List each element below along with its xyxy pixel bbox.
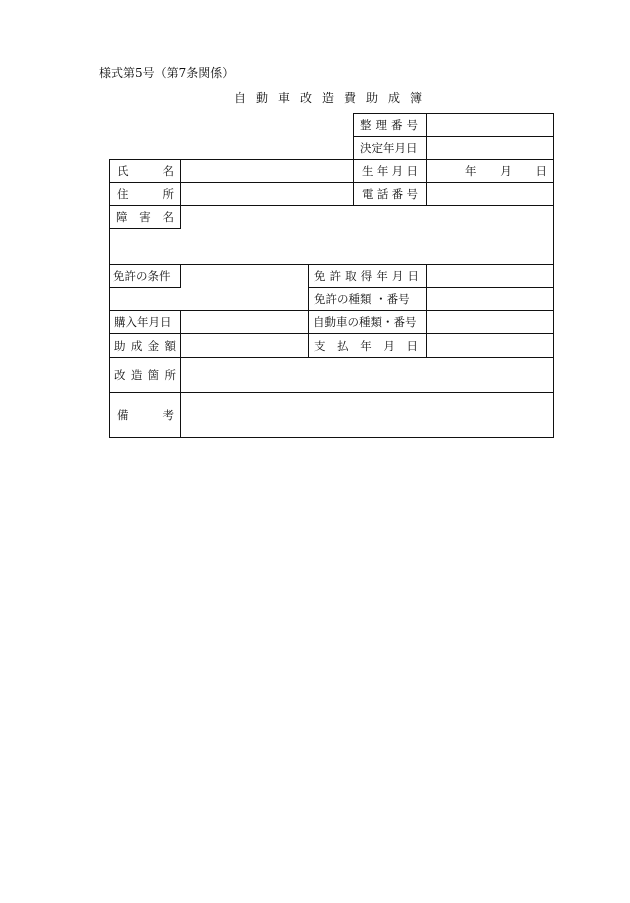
label-char: 日 bbox=[407, 269, 419, 283]
label-jusho bbox=[117, 183, 174, 205]
birth-date-fields bbox=[465, 160, 547, 182]
label-char: 氏 bbox=[117, 164, 129, 178]
label-text: 決定年月日 bbox=[360, 141, 418, 155]
label-kettei-nengappi bbox=[360, 137, 422, 159]
label-menkyo-shurui bbox=[314, 288, 422, 310]
label-char: 考 bbox=[162, 408, 174, 422]
table-line bbox=[353, 113, 354, 206]
label-char: 月 bbox=[391, 164, 404, 178]
form-number: 様式第5号（第7条関係） bbox=[99, 66, 235, 80]
label-josei-kingaku bbox=[114, 334, 176, 357]
label-char: 日 bbox=[406, 164, 418, 178]
label-char: 名 bbox=[162, 164, 174, 178]
form-title: 自動車改造費助成簿 bbox=[233, 91, 432, 105]
label-char: 成 bbox=[130, 338, 143, 353]
label-char: 月 bbox=[383, 338, 395, 353]
table-line bbox=[426, 264, 427, 358]
label-text: 整理番号 bbox=[360, 118, 422, 132]
table-line bbox=[109, 392, 554, 393]
label-char: 金 bbox=[147, 338, 160, 353]
label-char: 号 bbox=[406, 187, 418, 201]
label-char: 取 bbox=[345, 269, 357, 283]
table-line bbox=[180, 310, 181, 438]
label-menkyo-shutoku bbox=[314, 265, 419, 287]
label-text: 免許の種類 ・番号 bbox=[314, 292, 410, 306]
label-menkyo-joken bbox=[113, 265, 179, 287]
table-line bbox=[180, 159, 181, 229]
label-char: 番 bbox=[391, 187, 404, 201]
label-char: 箇 bbox=[147, 368, 160, 382]
label-char: 日 bbox=[406, 338, 418, 353]
label-seiri-bango bbox=[360, 114, 420, 136]
label-char: 年 bbox=[376, 164, 389, 178]
label-denwa-bango bbox=[362, 183, 418, 205]
label-text: 自動車の種類・番号 bbox=[313, 315, 417, 329]
label-char: 月 bbox=[391, 269, 404, 283]
label-char: 生 bbox=[362, 164, 374, 178]
label-shogaimei bbox=[116, 206, 174, 228]
label-shiharai-nengappi bbox=[314, 334, 418, 357]
label-konyu-nengappi bbox=[114, 311, 178, 333]
table-line bbox=[553, 113, 554, 438]
table-line bbox=[180, 264, 181, 288]
label-char: 許 bbox=[329, 269, 342, 283]
label-text: 免許の条件 bbox=[113, 269, 171, 283]
label-char: 話 bbox=[376, 187, 389, 201]
label-char: 年 bbox=[376, 269, 388, 283]
label-char: 所 bbox=[164, 368, 176, 382]
label-char: 改 bbox=[114, 368, 126, 382]
table-line bbox=[426, 113, 427, 206]
label-char: 住 bbox=[117, 187, 129, 201]
label-char: 助 bbox=[114, 338, 126, 353]
table-line bbox=[109, 182, 554, 183]
label-char: 所 bbox=[162, 187, 174, 201]
table-line bbox=[109, 228, 180, 229]
table-line bbox=[109, 437, 554, 438]
table-line bbox=[308, 264, 309, 358]
label-text: 購入年月日 bbox=[114, 315, 172, 329]
label-char: 備 bbox=[117, 408, 129, 422]
label-char: 名 bbox=[162, 210, 174, 224]
label-char: 電 bbox=[362, 187, 374, 201]
label-char: 年 bbox=[360, 338, 372, 353]
label-char: 免 bbox=[314, 269, 326, 283]
label-jidosha-shurui bbox=[313, 311, 423, 333]
year-label: 年 bbox=[465, 164, 477, 178]
label-char: 払 bbox=[337, 338, 349, 353]
label-biko bbox=[117, 393, 174, 437]
month-label: 月 bbox=[500, 164, 512, 178]
label-char: 支 bbox=[314, 338, 326, 353]
table-line bbox=[109, 205, 554, 206]
label-char: 害 bbox=[139, 210, 151, 224]
label-shimei bbox=[117, 160, 174, 182]
label-char: 得 bbox=[360, 269, 373, 283]
table-line bbox=[109, 287, 180, 288]
table-line bbox=[109, 159, 110, 438]
label-char: 造 bbox=[130, 368, 143, 382]
label-char: 額 bbox=[164, 338, 176, 353]
label-char: 障 bbox=[116, 210, 128, 224]
day-label: 日 bbox=[535, 164, 547, 178]
label-kaizo-kasho bbox=[114, 358, 176, 392]
label-seinengappi bbox=[362, 160, 418, 182]
